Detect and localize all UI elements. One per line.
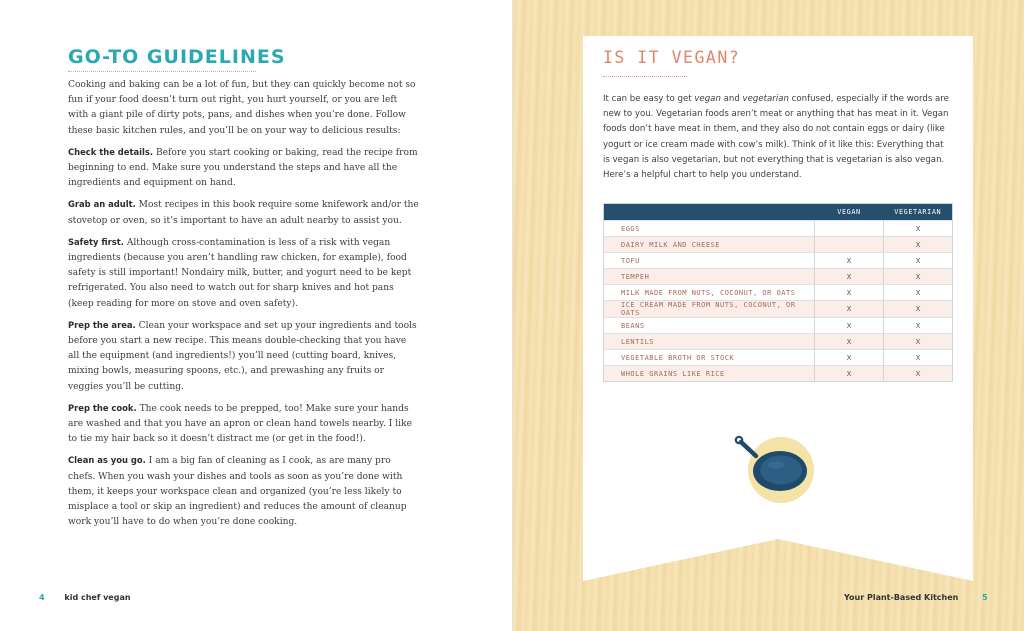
food-cell: TEMPEH (604, 269, 815, 285)
table-row (604, 269, 953, 285)
food-cell: MILK MADE FROM NUTS, COCONUT, OR OATS (604, 285, 815, 301)
left-footer (39, 593, 131, 602)
rule-prep-cook (68, 401, 420, 448)
food-cell: TOFU (604, 253, 815, 269)
food-cell: BEANS (604, 318, 815, 334)
table-row (604, 301, 953, 318)
section-title: Your Plant-Based Kitchen (844, 593, 959, 602)
vegetarian-mark: X (884, 366, 953, 382)
vegan-vegetarian-table (603, 203, 953, 382)
vegan-mark: X (815, 350, 884, 366)
vegetarian-mark: X (884, 334, 953, 350)
page-number-right: 5 (982, 593, 988, 602)
vegan-mark: X (815, 301, 884, 318)
rule-text: Although cross-contamination is less of a risk with vegan ingredients (because you aren’t handling raw chicken, for example), food safety is still important! Nondairy milk, butter, and yogurt need to be kept refrigerated. You also need to watch out for sharp knives and hot pans (keep reading for more on stove and oven safety). (68, 237, 412, 309)
page-title: GO-TO GUIDELINES (68, 46, 286, 68)
intro-text: confused, especially if the words are new to you. Vegetarian foods aren’t meat or anything that has meat in it. Vegan foods don’t have meat in them, and they also do not contain eggs or dairy (like yogurt or ice cream made with cow’s milk). Think of it like this: Everything that is vegan is also vegetarian, but not everything that is vegetarian is also vegan. Here’s a helpful chart to help you understand. (603, 94, 949, 181)
food-cell: VEGETABLE BROTH OR STOCK (604, 350, 815, 366)
table-row (604, 237, 953, 253)
vegan-mark: X (815, 334, 884, 350)
table-row (604, 334, 953, 350)
food-cell: EGGS (604, 221, 815, 237)
rule-check-details (68, 145, 420, 192)
intro-paragraph: Cooking and baking can be a lot of fun, but they can quickly become not so fun if your food doesn’t turn out right, you hurt yourself, or you are left with a giant pile of dirty pots, pans, and dishes when you’re done. Follow these basic kitchen rules, and you’ll be on your way to delicious results: (68, 80, 416, 136)
intro-emphasis-vegan: vegan (694, 94, 721, 104)
food-cell: WHOLE GRAINS LIKE RICE (604, 366, 815, 382)
intro-text: It can be easy to get (603, 94, 695, 104)
vegetarian-mark: X (884, 221, 953, 237)
book-title: kid chef vegan (64, 593, 131, 602)
food-cell: DAIRY MILK AND CHEESE (604, 237, 815, 253)
vegan-mark: X (815, 318, 884, 334)
rule-heading: Prep the cook. (68, 402, 137, 413)
intro-emphasis-vegetarian: vegetarian (742, 94, 789, 104)
rule-grab-adult (68, 197, 420, 228)
vegetarian-mark: X (884, 301, 953, 318)
panel-title: IS IT VEGAN? (603, 48, 741, 67)
right-footer (844, 593, 988, 602)
rule-text: The cook needs to be prepped, too! Make sure your hands are washed and that you have an apron or clean hand towels nearby. I like to tie my hair back so it doesn’t distract me (or get in the food!). (68, 403, 412, 445)
food-cell: LENTILS (604, 334, 815, 350)
table-row (604, 285, 953, 301)
rule-heading: Safety first. (68, 236, 124, 247)
table-row (604, 253, 953, 269)
page-number-left: 4 (39, 593, 45, 602)
vegetarian-mark: X (884, 285, 953, 301)
frying-pan-icon (733, 432, 817, 504)
vegan-mark (815, 237, 884, 253)
vegetarian-mark: X (884, 318, 953, 334)
rule-text: Clean your workspace and set up your ingredients and tools before you start a new recipe. This means double-checking that you have all the equipment (and ingredients!) you’ll need (cutting board, knives, mixing bowls, measuring spoons, etc.), and prewashing any fruits or veggies you’ll be cutting. (68, 320, 417, 392)
rule-text: Most recipes in this book require some knifework and/or the stovetop or oven, so it’s important to have an adult nearby to assist you. (68, 200, 419, 226)
vegan-mark: X (815, 285, 884, 301)
rule-text: Before you start cooking or baking, read the recipe from beginning to end. Make sure you understand the steps and have all the ingredients and equipment on hand. (68, 147, 418, 189)
rule-prep-area (68, 318, 420, 395)
table-row (604, 318, 953, 334)
intro-text: and (720, 94, 743, 104)
vegan-mark (815, 221, 884, 237)
rule-heading: Clean as you go. (68, 455, 146, 466)
rule-safety-first (68, 235, 420, 312)
vegetarian-mark: X (884, 237, 953, 253)
vegetarian-mark: X (884, 350, 953, 366)
table-row (604, 221, 953, 237)
rule-heading: Prep the area. (68, 319, 136, 330)
vegan-mark: X (815, 269, 884, 285)
vegan-mark: X (815, 366, 884, 382)
title-dotted-rule (68, 71, 256, 72)
table-header-row (604, 204, 953, 221)
panel-title-dotted-rule (603, 76, 687, 77)
table-row (604, 350, 953, 366)
panel-intro (603, 92, 953, 183)
vegan-column-header: VEGAN (815, 204, 884, 221)
vegetarian-mark: X (884, 269, 953, 285)
food-column-header (604, 204, 815, 221)
food-cell: ICE CREAM MADE FROM NUTS, COCONUT, OR OATS (604, 301, 815, 318)
vegetarian-column-header: VEGETARIAN (884, 204, 953, 221)
guidelines-body (68, 78, 420, 536)
vegetarian-mark: X (884, 253, 953, 269)
table-row (604, 366, 953, 382)
rule-heading: Grab an adult. (68, 199, 136, 210)
rule-text: I am a big fan of cleaning as I cook, as are many pro chefs. When you wash your dishes and tools as soon as you’re done with them, it keeps your workspace clean and organized (you’re less likely to misplace a tool or skip an ingredient) and reduces the amount of cleanup work you’ll have to do when you’re done cooking. (68, 456, 407, 528)
rule-heading: Check the details. (68, 146, 154, 157)
rule-clean-as-you-go (68, 453, 420, 530)
vegan-mark: X (815, 253, 884, 269)
